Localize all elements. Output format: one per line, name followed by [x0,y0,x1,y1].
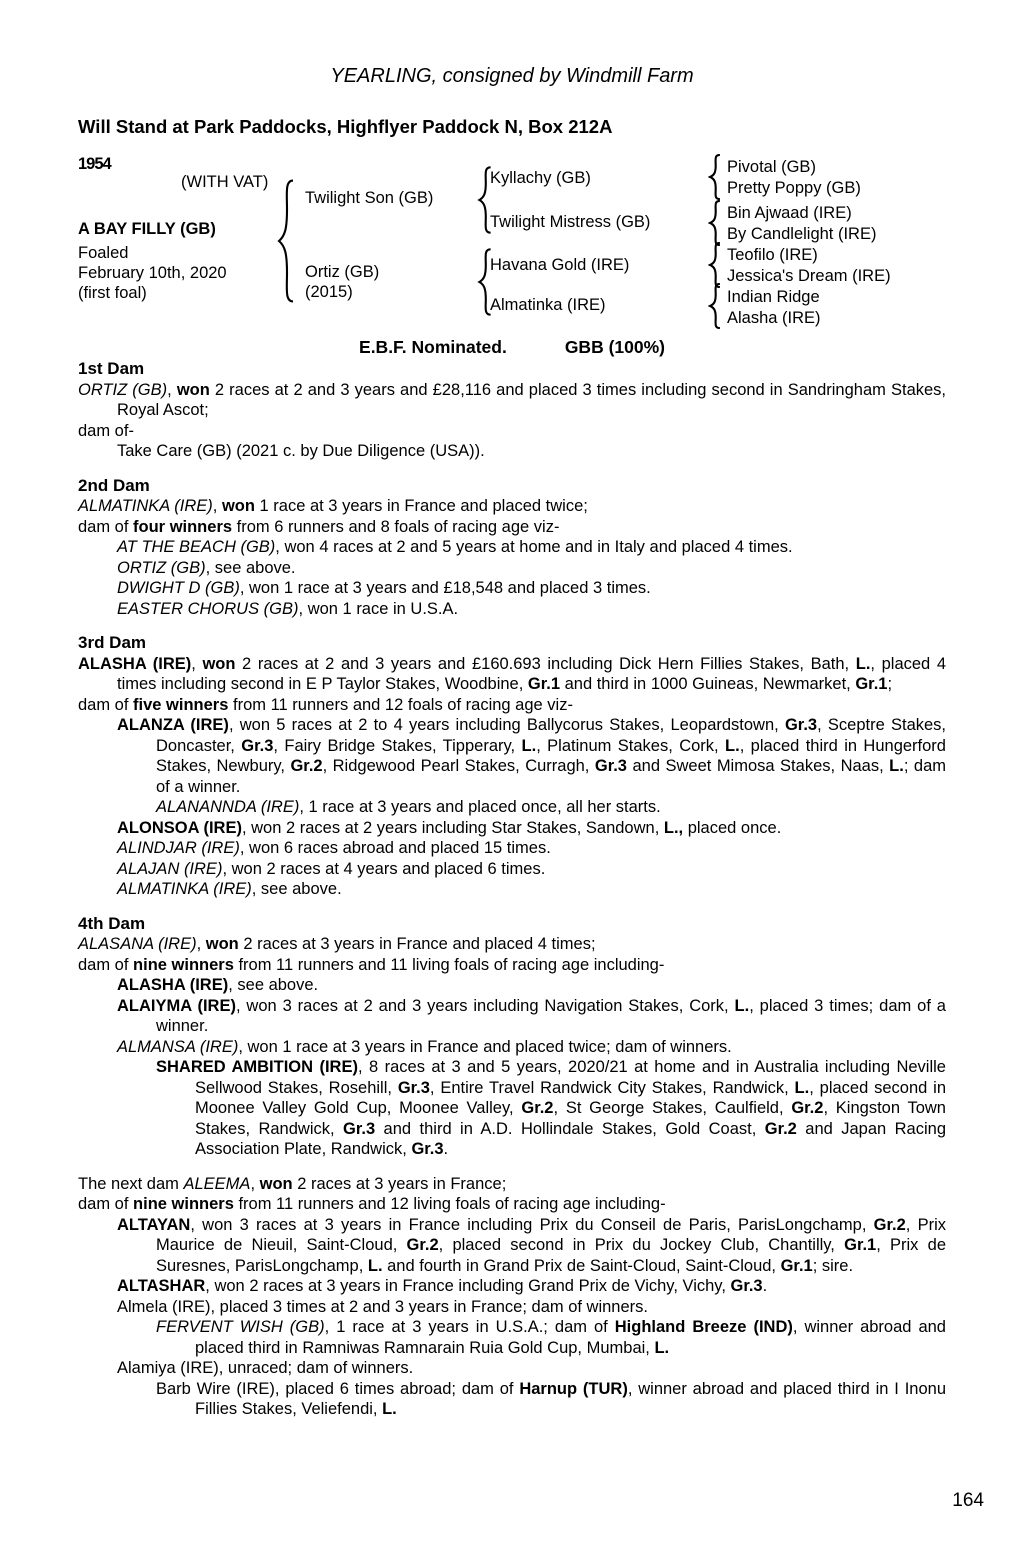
text-run: , Platinum Stakes, Cork, [536,736,726,755]
text-run: Gr.2 [873,1215,906,1234]
text-run: , Prix de Suresnes, ParisLongchamp, [156,1236,946,1275]
dam-section [78,359,946,462]
section-heading: 1st Dam [78,359,145,378]
text-run: The next dam [78,1174,184,1193]
great-grandparent-name: Pretty Poppy (GB) [727,179,861,197]
text-run: , Kingston Town Stakes, Randwick, [195,1099,946,1138]
pedigree-text-paragraph [78,1215,946,1277]
text-run: ALAJAN (IRE) [117,859,223,878]
text-run: , [191,654,203,673]
text-run: ALASHA (IRE) [78,654,192,673]
page-number: 164 [952,1490,984,1511]
text-run: DWIGHT D (GB) [117,579,240,597]
pedigree-text-paragraph [78,599,946,620]
text-run: Gr.3 [730,1277,763,1295]
foal-note: (first foal) [78,284,147,302]
text-run: , see above. [205,558,296,577]
text-run: from 11 runners and 12 living foals of racing age including- [233,1195,666,1213]
text-run: won [221,497,255,515]
great-grandparent-name: Alasha (IRE) [727,309,821,327]
text-run: ALONSOA (IRE) [117,818,242,837]
great-grandparent-name: Indian Ridge [727,288,820,306]
pedigree-text-paragraph [78,1174,946,1195]
pedigree-text-paragraph [78,1057,946,1160]
foaled-label: Foaled [78,244,129,262]
text-run: Gr.3 [411,1140,444,1158]
text-run: L., [663,818,684,837]
text-run: AT THE BEACH (GB) [117,538,276,556]
pedigree-text-paragraph [78,975,946,996]
text-run: ALMANSA (IRE) [117,1037,239,1056]
sire-name: Twilight Son (GB) [305,189,434,207]
pedigree-text-paragraph [78,1358,946,1379]
text-run: , won 5 races at 2 to 4 years including Ballycorus Stakes, Leopardstown, [228,716,785,734]
pedigree-text-paragraph [78,1194,946,1215]
dam-name: Ortiz (GB) [305,263,380,281]
dam-section [78,1174,946,1420]
text-run: L. [367,1256,383,1275]
text-run: , winner abroad and placed third in I Inonu Fillies Stakes, Veliefendi, [195,1379,946,1418]
text-run: ; [887,675,893,693]
text-run: ; sire. [812,1256,854,1275]
text-run: Gr.3 [594,757,627,775]
text-run: ALMATINKA (IRE) [117,880,252,898]
text-run: Gr.3 [241,736,274,755]
text-run: , Entire Travel Randwick City Stakes, Randwick, [429,1078,795,1097]
dam-year: (2015) [305,283,353,301]
text-run: , won 2 races at 2 years including Star Stakes, Sandown, [241,818,664,837]
text-run: FERVENT WISH (GB) [156,1318,325,1336]
text-run: 2 races at 3 years in France and placed 4 times; [238,935,596,953]
text-run: Gr.2 [764,1119,797,1138]
text-run: , won 6 races abroad and placed 15 times. [239,839,551,857]
pedigree-text-paragraph [78,537,946,558]
text-run: EASTER CHORUS (GB) [117,599,299,618]
ebf-nomination: E.B.F. Nominated. [359,337,507,357]
text-run: ORTIZ (GB) [78,380,168,399]
text-run: dam of [78,517,134,536]
text-run: Gr.2 [521,1099,554,1117]
text-run: and Japan Racing Association Plate, Randwick, [195,1119,946,1158]
text-run: SHARED AMBITION (IRE) [156,1058,358,1076]
text-run: , 1 race at 3 years in U.S.A.; dam of [324,1318,615,1336]
pedigree-brace-main [276,178,296,304]
text-run: five winners [133,695,229,714]
text-run: , St George Stakes, Caulfield, [553,1099,792,1117]
great-grandparent-name: Bin Ajwaad (IRE) [727,204,852,222]
text-run: ALASHA (IRE) [117,976,229,994]
pedigree-text-paragraph [78,1297,946,1318]
text-run: , see above. [251,880,342,898]
text-run: , won 3 races at 3 years in France including Prix du Conseil de Paris, ParisLongchamp, [190,1215,874,1234]
text-run: Almela (IRE), placed 3 times at 2 and 3 years in France; dam of winners. [117,1297,648,1316]
vat-note: (WITH VAT) [181,173,269,191]
text-run: 2 races at 2 and 3 years and £28,116 and placed 3 times including second in Sandringham Stakes, Royal Ascot; [117,380,947,419]
dam-sire-name: Havana Gold (IRE) [490,256,630,274]
text-run: , placed 3 times; dam of a winner. [156,996,946,1035]
pedigree-text-paragraph [78,1276,946,1297]
text-run: L. [725,736,740,755]
text-run: Gr.2 [406,1236,439,1254]
pedigree-text-paragraph [78,715,946,797]
great-grandparent-name: Pivotal (GB) [727,158,816,176]
pedigree-text-paragraph [78,421,946,442]
dam-sections [78,359,946,1420]
text-run: L. [382,1400,397,1418]
sire-dam-name: Twilight Mistress (GB) [490,213,651,231]
text-run: and third in A.D. Hollindale Stakes, Gold Coast, [375,1119,765,1138]
pedigree-text-paragraph [78,517,946,538]
dam-section [78,633,946,900]
pedigree-text-paragraph [78,578,946,599]
pedigree-text-paragraph [78,955,946,976]
pedigree-text-paragraph [78,496,946,517]
text-run: , placed second in Prix du Jockey Club, Chantilly, [438,1236,845,1254]
pedigree-text-paragraph [78,380,946,421]
text-run: Barb Wire (IRE), placed 6 times abroad; dam of [156,1379,520,1398]
text-run: won [259,1174,293,1193]
pedigree-brace-gp2 [708,200,722,246]
text-run: , won 4 races at 2 and 5 years at home and in Italy and placed 4 times. [275,538,793,556]
text-run: Gr.1 [844,1236,877,1254]
pedigree-text-paragraph [78,1379,946,1420]
pedigree-text-paragraph [78,1317,946,1358]
pedigree-text-paragraph [78,996,946,1037]
section-heading: 3rd Dam [78,633,147,652]
text-run: ; dam of a winner. [156,757,946,796]
great-grandparent-name: Teofilo (IRE) [727,246,818,264]
text-run: ORTIZ (GB) [117,558,206,577]
text-run: placed once. [683,818,782,837]
text-run: nine winners [133,1195,234,1213]
text-run: Gr.1 [855,675,888,693]
text-run: L. [521,736,537,755]
text-run: Gr.3 [784,716,818,734]
text-run: ALTASHAR [117,1277,206,1295]
text-run: , won 2 races at 4 years and placed 6 times. [222,859,546,878]
dam-section [78,914,946,1160]
text-run: , [167,380,177,399]
text-run: L. [654,1338,670,1357]
text-run: won [202,654,236,673]
text-run: , won 1 race at 3 years and £18,548 and placed 3 times. [239,579,651,597]
text-run: Highland Breeze (IND) [614,1318,793,1336]
pedigree-brace-gp1 [708,154,722,200]
text-run: ALMATINKA (IRE) [78,497,213,515]
pedigree-brace-gp3 [708,242,722,288]
text-run: four winners [133,517,233,536]
text-run: ALANANNDA (IRE) [156,798,300,816]
nominations-line [78,337,946,357]
text-run: , won 1 race in U.S.A. [298,599,459,618]
text-run: 2 races at 3 years in France; [292,1174,507,1193]
text-run: ALTAYAN [117,1215,191,1234]
pedigree-tree [78,148,946,334]
text-run: , 1 race at 3 years and placed once, all her starts. [299,798,661,816]
text-run: Alamiya (IRE), unraced; dam of winners. [117,1359,414,1377]
text-run: , placed 4 times including second in E P Taylor Stakes, Woodbine, [117,654,947,693]
text-run: , Fairy Bridge Stakes, Tipperary, [273,736,522,755]
text-run: L. [889,757,904,775]
great-grandparent-name: By Candlelight (IRE) [727,225,877,243]
text-run: , [212,497,222,515]
text-run: Gr.2 [290,757,323,775]
text-run: and Sweet Mimosa Stakes, Naas, [626,757,890,775]
great-grandparent-name: Jessica's Dream (IRE) [727,267,891,285]
dam-dam-name: Almatinka (IRE) [490,296,606,314]
text-run: , won 3 races at 2 and 3 years including Navigation Stakes, Cork, [235,996,735,1015]
text-run: and third in 1000 Guineas, Newmarket, [560,675,856,693]
text-run: , Sceptre Stakes, Doncaster, [156,716,947,755]
text-run: L. [855,654,871,673]
text-run: dam of- [78,421,134,440]
text-run: Gr.1 [780,1256,813,1275]
text-run: Gr.2 [791,1099,824,1117]
text-run: Harnup (TUR) [519,1379,628,1398]
text-run: from 11 runners and 11 living foals of racing age including- [233,955,665,974]
foaled-date: February 10th, 2020 [78,264,227,282]
section-heading: 4th Dam [78,913,146,933]
text-run: 1 race at 3 years in France and placed twice; [254,497,588,515]
pedigree-text-paragraph [78,1037,946,1058]
text-run: Gr.1 [527,675,561,693]
text-run: ALASANA (IRE) [78,935,197,953]
pedigree-text-paragraph [78,934,946,955]
pedigree-text-paragraph [78,818,946,839]
sire-sire-name: Kyllachy (GB) [490,169,591,187]
stand-location-line: Will Stand at Park Paddocks, Highflyer Paddock N, Box 212A [78,116,613,137]
text-run: L. [794,1078,810,1097]
text-run: Gr.3 [343,1119,376,1138]
text-run: won [205,935,239,953]
pedigree-text-paragraph [78,879,946,900]
text-run: ALAIYMA (IRE) [117,996,236,1015]
text-run: dam of [78,1195,134,1213]
pedigree-text-paragraph [78,797,946,818]
text-run: , 8 races at 3 and 5 years, 2020/21 at home and in Australia including Neville Sellwood Stakes, Rosehill, [195,1058,946,1097]
dam-section [78,476,946,620]
text-run: , Prix Maurice de Nieuil, Saint-Cloud, [156,1215,946,1254]
gbb-status: GBB (100%) [564,337,665,357]
text-run: ALINDJAR (IRE) [117,839,240,857]
text-run: from 11 runners and 12 foals of racing age viz- [228,695,573,714]
text-run: , [250,1174,260,1193]
text-run: , placed third in Hungerford Stakes, Newbury, [156,736,946,775]
text-run: . [762,1277,768,1295]
text-run: ALANZA (IRE) [117,716,229,734]
text-run: nine winners [133,955,234,974]
text-run: won [176,380,210,399]
text-run: Gr.3 [397,1078,430,1097]
text-run: , won 1 race at 3 years in France and placed twice; dam of winners. [238,1037,732,1056]
text-run: , winner abroad and placed third in Ramniwas Ramnarain Ruia Gold Cup, Mumbai, [195,1318,946,1357]
text-run: and fourth in Grand Prix de Saint-Cloud, Saint-Cloud, [382,1256,781,1275]
pedigree-text-paragraph [78,654,946,695]
text-run: from 6 runners and 8 foals of racing age viz- [232,517,560,536]
lot-number: 1954 [78,155,111,173]
text-run: , placed second in Moonee Valley Gold Cup, Moonee Valley, [195,1078,947,1117]
pedigree-brace-gp4 [708,283,722,329]
text-run: ALEEMA [183,1174,251,1193]
text-run: , Ridgewood Pearl Stakes, Curragh, [322,757,595,775]
text-run: , see above. [228,976,319,994]
pedigree-text-paragraph [78,859,946,880]
horse-name: A BAY FILLY (GB) [78,220,216,238]
pedigree-text-paragraph [78,441,946,462]
pedigree-text-paragraph [78,558,946,579]
text-run: Take Care (GB) (2021 c. by Due Diligence (USA)). [117,442,485,460]
section-heading: 2nd Dam [78,475,150,495]
consignment-header: YEARLING, consigned by Windmill Farm [330,65,694,87]
page-content [78,0,946,1420]
text-run: . [443,1140,449,1158]
text-run: dam of [78,695,134,714]
pedigree-text-paragraph [78,695,946,716]
text-run: , won 2 races at 3 years in France including Grand Prix de Vichy, Vichy, [205,1277,731,1295]
text-run: , [196,935,206,953]
text-run: L. [734,996,750,1015]
text-run: 2 races at 2 and 3 years and £160.693 including Dick Hern Fillies Stakes, Bath, [235,654,856,673]
pedigree-text-paragraph [78,838,946,859]
text-run: dam of [78,955,134,974]
